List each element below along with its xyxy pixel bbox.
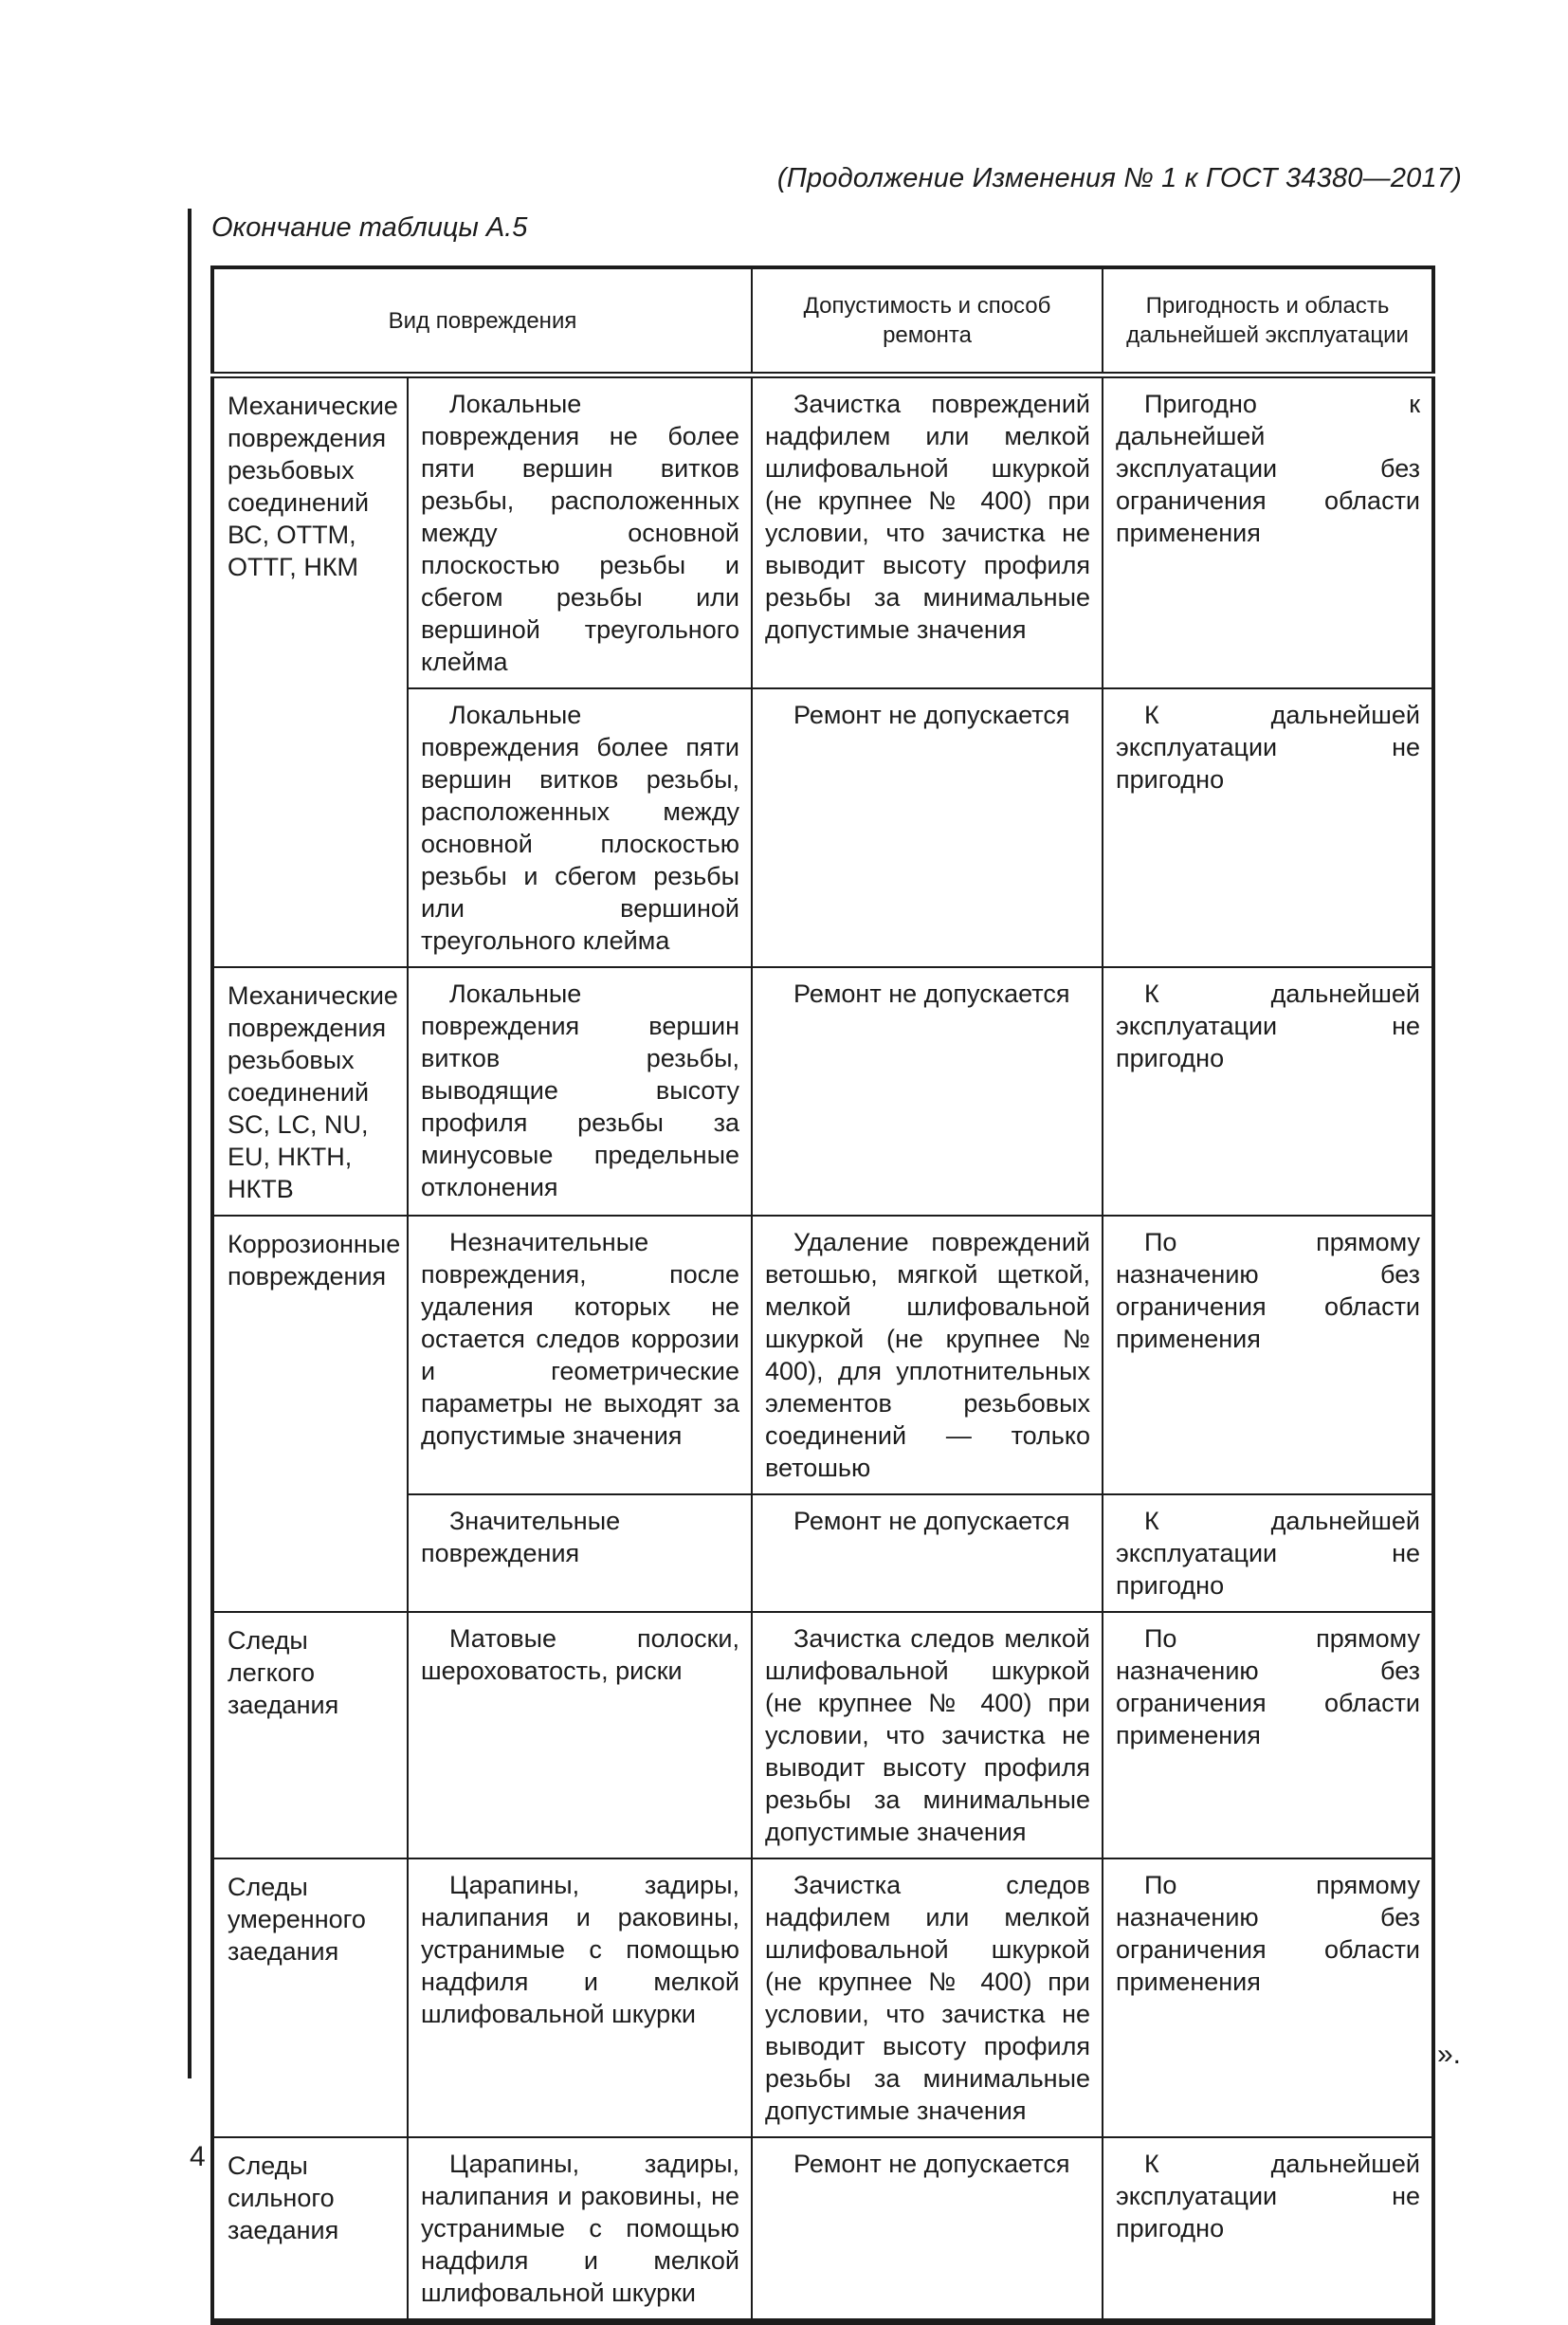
table-cell: Коррозионные повреждения [212, 1216, 408, 1612]
table-cell: К дальнейшей эксплуатации не пригодно [1103, 967, 1433, 1216]
table-cell: Зачистка следов надфилем или мелкой шлифовальной шкуркой (не крупнее № 400) при условии, что зачистка не выводит высоту профиля резьбы за минимальные допустимые значения [752, 1858, 1103, 2137]
table-cell: Удаление повреждений ветошью, мягкой щеткой, мелкой шлифовальной шкуркой (не крупнее № 400), для уплотнительных элементов резьбовых соединений — только ветошью [752, 1216, 1103, 1494]
table-cell: Следы сильного заедания [212, 2137, 408, 2322]
table-cell: Ремонт не допускается [752, 688, 1103, 967]
table-cell: К дальнейшей эксплуатации не пригодно [1103, 1494, 1433, 1612]
table-cell: По прямому назначению без ограничения области применения [1103, 1858, 1433, 2137]
table-cell: Механические повреждения резьбовых соединений ВС, ОТТМ, ОТТГ, НКМ [212, 375, 408, 968]
damage-table [210, 265, 1435, 2325]
header-cell-damage-type: Вид повреждения [212, 267, 752, 375]
table-cell: К дальнейшей эксплуатации не пригодно [1103, 2137, 1433, 2322]
table-cell: Значительные повреждения [408, 1494, 752, 1612]
table-row [212, 1612, 1433, 1858]
change-bar [188, 209, 191, 2078]
header-cell-suitability: Пригодность и область дальнейшей эксплуатации [1103, 267, 1433, 375]
table-header-row [212, 267, 1433, 375]
table-caption: Окончание таблицы А.5 [211, 212, 528, 243]
table-row [212, 1858, 1433, 2137]
closing-quote-mark: ». [1437, 2039, 1462, 2070]
table-row [212, 375, 1433, 689]
header-note: (Продолжение Изменения № 1 к ГОСТ 34380—2017) [776, 163, 1462, 193]
table-cell: Матовые полоски, шероховатость, риски [408, 1612, 752, 1858]
table-cell: Зачистка повреждений надфилем или мелкой шлифовальной шкуркой (не крупнее № 400) при условии, что зачистка не выводит высоту профиля резьбы за минимальные допустимые значения [752, 375, 1103, 689]
table-cell: Пригодно к дальнейшей эксплуатации без ограничения области применения [1103, 375, 1433, 689]
table-row [212, 2137, 1433, 2322]
table-cell: Локальные повреждения вершин витков резьбы, выводящие высоту профиля резьбы за минусовые предельные отклонения [408, 967, 752, 1216]
table-cell: К дальнейшей эксплуатации не пригодно [1103, 688, 1433, 967]
table-cell: Ремонт не допускается [752, 967, 1103, 1216]
table-cell: Царапины, задиры, налипания и раковины, устранимые с помощью надфиля и мелкой шлифовальной шкурки [408, 1858, 752, 2137]
table-cell: Локальные повреждения более пяти вершин витков резьбы, расположенных между основной плоскостью резьбы и сбегом резьбы или вершиной треугольного клейма [408, 688, 752, 967]
table-cell: Царапины, задиры, налипания и раковины, не устранимые с помощью надфиля и мелкой шлифовальной шкурки [408, 2137, 752, 2322]
table-cell: Локальные повреждения не более пяти вершин витков резьбы, расположенных между основной плоскостью резьбы и сбегом резьбы или вершиной треугольного клейма [408, 375, 752, 689]
table-cell: Следы легкого заедания [212, 1612, 408, 1858]
table-cell: Ремонт не допускается [752, 2137, 1103, 2322]
table-cell: Механические повреждения резьбовых соединений SC, LC, NU, EU, НКТН, НКТВ [212, 967, 408, 1216]
table-cell: По прямому назначению без ограничения области применения [1103, 1612, 1433, 1858]
page-number: 4 [190, 2141, 206, 2172]
table-cell: Следы умеренного заедания [212, 1858, 408, 2137]
table-cell: Зачистка следов мелкой шлифовальной шкуркой (не крупнее № 400) при условии, что зачистка не выводит высоту профиля резьбы за минимальные допустимые значения [752, 1612, 1103, 1858]
table-row [212, 967, 1433, 1216]
table-row [212, 1216, 1433, 1494]
table-cell: Ремонт не допускается [752, 1494, 1103, 1612]
table-cell: По прямому назначению без ограничения области применения [1103, 1216, 1433, 1494]
table-cell: Незначительные повреждения, после удаления которых не остается следов коррозии и геометрические параметры не выходят за допустимые значения [408, 1216, 752, 1494]
header-cell-repair: Допустимость и способ ремонта [752, 267, 1103, 375]
